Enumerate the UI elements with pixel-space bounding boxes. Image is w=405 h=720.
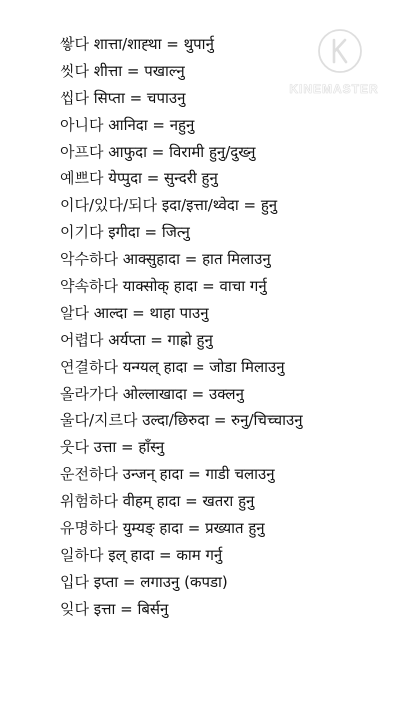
vocabulary-list (60, 31, 390, 623)
vocab-entry: 웃다 उत्ता = हाँस्नु (60, 438, 165, 457)
vocab-entry: 잊다 इत्ता = बिर्सनु (60, 599, 169, 618)
vocab-entry: 연결하다 यन्ग्यल् हादा = जोडा मिलाउनु (60, 357, 285, 376)
vocab-entry: 유명하다 युम्यङ् हादा = प्रख्यात हुनु (60, 519, 265, 538)
vocab-entry: 씹다 सिप्ता = चपाउनु (60, 88, 186, 107)
vocab-entry: 씻다 शीत्ता = पखाल्नु (60, 61, 185, 80)
vocab-entry: 올라가다 ओल्लाखादा = उक्लनु (60, 384, 244, 403)
vocab-entry: 위험하다 वीहम् हादा = खतरा हुनु (60, 492, 255, 511)
vocab-entry: 약속하다 याक्सोक् हादा = वाचा गर्नु (60, 277, 267, 296)
kinemaster-brand-text: KINEMASTER (289, 82, 379, 96)
vocab-entry: 이다/있다/되다 इदा/इत्ता/थ्वेदा = हुनु (60, 196, 278, 215)
vocab-entry: 입다 इप्ता = लगाउनु (कपडा) (60, 572, 228, 591)
vocab-entry: 일하다 इल् हादा = काम गर्नु (60, 545, 223, 564)
vocab-entry: 악수하다 आक्सुहादा = हात मिलाउनु (60, 250, 271, 269)
vocab-entry: 쌓다 शात्ता/शाह्था = थुपार्नु (60, 35, 214, 53)
vocab-entry: 아니다 आनिदा = नहुनु (60, 115, 195, 134)
vocab-entry: 이기다 इगीदा = जित्नु (60, 223, 190, 242)
vocab-entry: 울다/지르다 उल्दा/छिरुदा = रुनु/चिच्चाउनु (60, 411, 303, 430)
vocab-entry: 예쁘다 येप्पुदा = सुन्दरी हुनु (60, 169, 218, 188)
vocab-entry: 알다 आल्दा = थाहा पाउनु (60, 303, 209, 322)
vocab-entry: 어렵다 अर्यप्ता = गाह्रो हुनु (60, 330, 213, 349)
vocab-entry: 아프다 आफुदा = विरामी हुनु/दुख्नु (60, 142, 256, 161)
vocab-entry: 운전하다 उन्जन् हादा = गाडी चलाउनु (60, 465, 275, 484)
